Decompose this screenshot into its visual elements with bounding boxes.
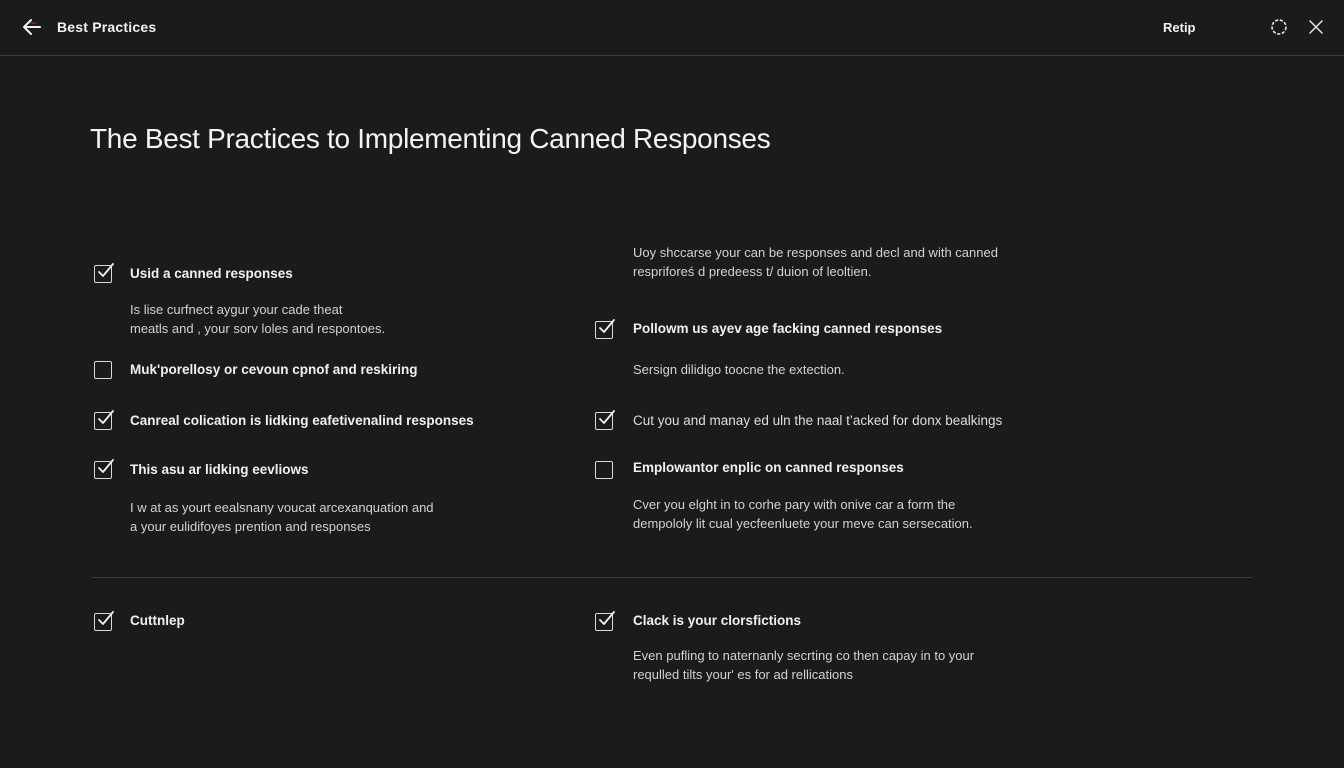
item-description bbox=[633, 360, 845, 379]
description-line: Is lise curfnect aygur your cade theat bbox=[130, 302, 343, 317]
checkbox-item-1[interactable] bbox=[94, 265, 112, 283]
checkbox-item-5[interactable] bbox=[595, 321, 613, 339]
help-link[interactable]: Retip bbox=[1163, 20, 1196, 35]
top-bar bbox=[0, 0, 1344, 56]
gear-icon bbox=[1269, 17, 1289, 42]
section-divider bbox=[92, 577, 1252, 578]
item-description bbox=[633, 495, 973, 533]
checkmark-icon bbox=[96, 261, 116, 281]
intro-line: Uoy shccarse your can be responses and decl and with canned bbox=[633, 245, 998, 260]
close-icon bbox=[1309, 20, 1323, 39]
item-label: Emplowantor enplic on canned responses bbox=[633, 460, 904, 475]
description-line: Cver you elght in to corhe pary with onive car a form the bbox=[633, 497, 956, 512]
checkmark-icon bbox=[597, 317, 617, 337]
page-title: The Best Practices to Implementing Canned Responses bbox=[90, 123, 771, 154]
checkmark-icon bbox=[597, 609, 617, 629]
checkbox-item-4[interactable] bbox=[94, 461, 112, 479]
item-label: Canreal colication is lidking eafetivenalind responses bbox=[130, 413, 474, 428]
item-label: Usid a canned responses bbox=[130, 266, 293, 281]
description-line: dempololy lit cual yecfeenluete your meve can sersecation. bbox=[633, 516, 973, 531]
item-label: Clack is your clorsfictions bbox=[633, 613, 802, 628]
item-label: This asu ar lidking eevliows bbox=[130, 462, 309, 477]
checkbox-item-3[interactable] bbox=[94, 412, 112, 430]
checkbox-item-6[interactable] bbox=[595, 412, 613, 430]
checkmark-icon bbox=[96, 457, 116, 477]
checkbox-item-9[interactable] bbox=[595, 613, 613, 631]
item-label: Pollowm us ayev age facking canned responses bbox=[633, 321, 943, 336]
item-description bbox=[130, 300, 385, 338]
checkmark-icon bbox=[96, 609, 116, 629]
intro-text bbox=[633, 243, 998, 281]
description-line: a your eulidifoyes prention and responses bbox=[130, 519, 371, 534]
settings-button[interactable] bbox=[1267, 17, 1291, 41]
item-label: Cut you and manay ed uln the naal t’acked for donx bealkings bbox=[633, 413, 1003, 428]
checkbox-item-8[interactable] bbox=[94, 613, 112, 631]
item-description bbox=[130, 498, 434, 536]
arrow-left-icon bbox=[22, 18, 42, 41]
description-line: I w at as yourt eealsnany voucat arcexanquation and bbox=[130, 500, 434, 515]
description-line: meatls and , your sorv loles and respontoes. bbox=[130, 321, 386, 336]
checkmark-icon bbox=[597, 408, 617, 428]
checkbox-item-7[interactable] bbox=[595, 461, 613, 479]
page-header-title: Best Practices bbox=[57, 19, 157, 35]
item-label: Muk'porellosy or cevoun cpnof and reskiring bbox=[130, 362, 418, 377]
item-label: Cuttnlep bbox=[130, 613, 185, 628]
close-button[interactable] bbox=[1304, 17, 1328, 41]
description-line: requlled tilts your' es for ad rellications bbox=[633, 667, 853, 682]
intro-line: respriforeś d predeess t/ duion of leoltien. bbox=[633, 264, 872, 279]
description-line: Sersign dilidigo toocne the extection. bbox=[633, 362, 845, 377]
back-button[interactable] bbox=[18, 16, 46, 42]
checkmark-icon bbox=[96, 408, 116, 428]
item-description bbox=[633, 646, 974, 684]
checkbox-item-2[interactable] bbox=[94, 361, 112, 379]
description-line: Even pufling to naternanly secrting co then capay in to your bbox=[633, 648, 975, 663]
